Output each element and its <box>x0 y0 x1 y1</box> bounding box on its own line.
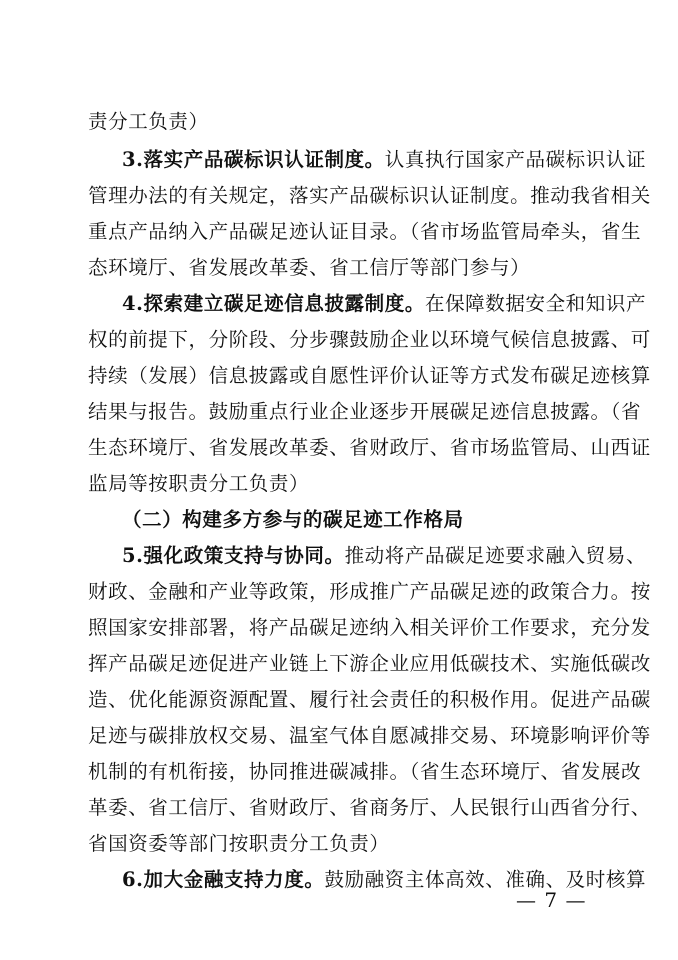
item4-heading: 4.探索建立碳足迹信息披露制度。 <box>122 292 425 315</box>
item5-line4: 挥产品碳足迹促进产业链上下游企业应用低碳技术、实施低碳改 <box>88 652 651 675</box>
item4-line4: 结果与报告。鼓励重点行业企业逐步开展碳足迹信息披露。（省 <box>88 400 642 423</box>
item5-line5: 造、优化能源资源配置、履行社会责任的积极作用。促进产品碳 <box>88 688 651 711</box>
item5-line7: 机制的有机衔接，协同推进碳减排。（省生态环境厅、省发展改 <box>88 760 642 783</box>
item4-line2: 权的前提下，分阶段、分步骤鼓励企业以环境气候信息披露、可 <box>88 328 651 351</box>
item4-line1 <box>122 292 647 316</box>
item3-line3: 重点产品纳入产品碳足迹认证目录。（省市场监管局牵头，省生 <box>88 220 642 243</box>
item5-line2: 财政、金融和产业等政策，形成推广产品碳足迹的政策合力。按 <box>88 580 651 603</box>
item5-heading: 5.强化政策支持与协同。 <box>122 544 345 567</box>
item6-heading: 6.加大金融支持力度。 <box>122 868 325 891</box>
item3-line1 <box>122 148 647 172</box>
item5-text: 推动将产品碳足迹要求融入贸易、 <box>344 544 647 567</box>
item4-text: 在保障数据安全和知识产 <box>424 292 647 315</box>
item5-line6: 足迹与碳排放权交易、温室气体自愿减排交易、环境影响评价等 <box>88 724 651 747</box>
section-heading: （二）构建多方参与的碳足迹工作格局 <box>122 508 464 531</box>
item5-line3: 照国家安排部署，将产品碳足迹纳入相关评价工作要求，充分发 <box>88 616 651 639</box>
paragraph-continuation-line <box>88 110 598 134</box>
item3-heading: 3.落实产品碳标识认证制度。 <box>122 148 385 171</box>
item4-line6: 监局等按职责分工负责） <box>88 472 310 495</box>
item3-line2: 管理办法的有关规定，落实产品碳标识认证制度。推动我省相关 <box>88 184 651 207</box>
item6-text: 鼓励融资主体高效、准确、及时核算 <box>324 868 647 891</box>
item4-line3: 持续（发展）信息披露或自愿性评价认证等方式发布碳足迹核算 <box>88 364 651 387</box>
page-number: — 7 — <box>516 888 587 912</box>
item3-text: 认真执行国家产品碳标识认证 <box>384 148 647 171</box>
item4-line5: 生态环境厅、省发展改革委、省财政厅、省市场监管局、山西证 <box>88 436 651 459</box>
item3-line4: 态环境厅、省发展改革委、省工信厅等部门参与） <box>88 256 531 279</box>
continuation-text: 责分工负责） <box>88 110 209 133</box>
item5-line1 <box>122 544 647 568</box>
item5-line9: 省国资委等部门按职责分工负责） <box>88 832 390 855</box>
item5-line8: 革委、省工信厅、省财政厅、省商务厅、人民银行山西省分行、 <box>88 796 651 819</box>
